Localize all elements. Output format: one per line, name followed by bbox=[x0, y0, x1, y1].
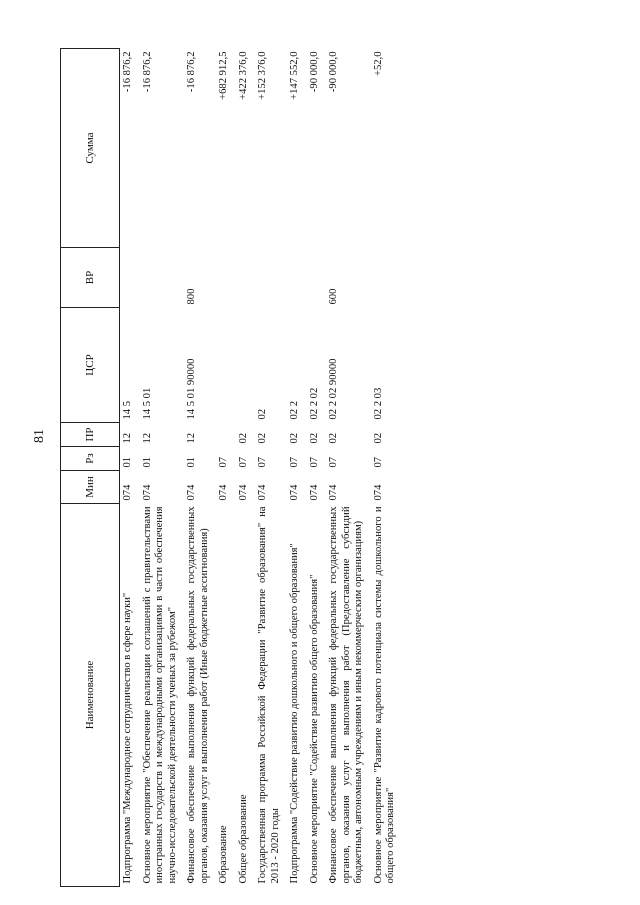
row-csr: 14 5 bbox=[122, 400, 133, 420]
row-rz: 07 bbox=[218, 456, 229, 468]
row-pr: 12 bbox=[141, 432, 153, 444]
table-row bbox=[120, 49, 140, 887]
row-rz: 01 bbox=[122, 456, 133, 468]
row-csr bbox=[216, 308, 236, 423]
row-vr bbox=[140, 248, 185, 308]
header-min: Мин bbox=[61, 471, 120, 504]
row-min: 074 bbox=[122, 484, 133, 501]
header-vr: ВР bbox=[61, 248, 120, 308]
row-pr: 02 bbox=[372, 432, 384, 444]
row-rz: 07 bbox=[308, 456, 320, 468]
row-min: 074 bbox=[237, 484, 249, 501]
page-number: 81 bbox=[32, 429, 47, 443]
row-name: Подпрограмма "Международное сотрудничество в сфере науки" bbox=[122, 592, 133, 884]
header-rz: Рз bbox=[61, 447, 120, 471]
row-vr bbox=[307, 248, 327, 308]
row-sum: -90 000,0 bbox=[328, 51, 339, 93]
row-vr: 600 bbox=[328, 288, 339, 305]
row-min: 074 bbox=[257, 484, 268, 501]
row-vr bbox=[216, 248, 236, 308]
row-sum: -16 876,2 bbox=[122, 51, 133, 93]
table-row bbox=[287, 49, 307, 887]
row-name: Основное мероприятие "Развитие кадрового потенциала системы дошкольного и общего образования" bbox=[372, 506, 396, 884]
row-csr: 02 2 02 bbox=[308, 387, 320, 420]
header-name: Наименование bbox=[61, 504, 120, 887]
row-sum: -90 000,0 bbox=[308, 51, 320, 93]
row-vr bbox=[255, 248, 287, 308]
row-vr bbox=[236, 248, 256, 308]
row-rz: 07 bbox=[289, 456, 300, 468]
header-sum: Сумма bbox=[61, 49, 120, 248]
row-csr bbox=[236, 308, 256, 423]
row-name: Основное мероприятие "Содействие развитию общего образования" bbox=[308, 574, 320, 884]
row-vr bbox=[287, 248, 307, 308]
table-row bbox=[371, 49, 403, 887]
table-row bbox=[140, 49, 185, 887]
row-min: 074 bbox=[289, 484, 300, 501]
row-min: 074 bbox=[372, 484, 384, 501]
row-rz: 07 bbox=[372, 456, 384, 468]
row-name: Финансовое обеспечение выполнения функций федеральных государственных органов, оказания услуг и выполнения работ (Предоставление субсидий бюджетным, автономным учреждениям и иным некоммерческим организациям) bbox=[328, 506, 364, 884]
header-pr: ПР bbox=[61, 423, 120, 447]
row-min: 074 bbox=[141, 484, 153, 501]
row-rz: 07 bbox=[328, 456, 339, 468]
table-row bbox=[326, 49, 371, 887]
row-csr: 02 2 03 bbox=[372, 387, 384, 420]
row-csr: 14 5 01 90000 bbox=[186, 358, 197, 420]
rotated-table-container bbox=[60, 49, 580, 887]
row-sum: +152 376,0 bbox=[257, 51, 268, 100]
row-rz: 01 bbox=[186, 456, 197, 468]
row-rz: 07 bbox=[257, 456, 268, 468]
row-pr: 02 bbox=[308, 432, 320, 444]
row-csr: 02 bbox=[257, 408, 268, 420]
header-csr: ЦСР bbox=[61, 308, 120, 423]
row-sum: +52,0 bbox=[372, 51, 384, 77]
row-sum: -16 876,2 bbox=[141, 51, 153, 93]
row-vr: 800 bbox=[186, 288, 197, 305]
table-row bbox=[307, 49, 327, 887]
row-min: 074 bbox=[308, 484, 320, 501]
row-pr: 02 bbox=[237, 432, 249, 444]
row-pr: 02 bbox=[328, 432, 339, 444]
row-name: Образование bbox=[218, 825, 229, 884]
row-rz: 01 bbox=[141, 456, 153, 468]
row-sum: -16 876,2 bbox=[186, 51, 197, 93]
row-name: Финансовое обеспечение выполнения функций федеральных государственных органов, оказания услуг и выполнения работ (Иные бюджетные ассигнования) bbox=[186, 506, 210, 884]
row-sum: +422 376,0 bbox=[237, 51, 249, 100]
row-pr: 02 bbox=[257, 432, 268, 444]
row-min: 074 bbox=[328, 484, 339, 501]
row-sum: +147 552,0 bbox=[289, 51, 300, 100]
row-vr bbox=[371, 248, 403, 308]
row-csr: 02 2 02 90000 bbox=[328, 358, 339, 420]
table-row bbox=[255, 49, 287, 887]
row-min: 074 bbox=[186, 484, 197, 501]
row-pr: 02 bbox=[289, 432, 300, 444]
table-row bbox=[216, 49, 236, 887]
table-row bbox=[184, 49, 216, 887]
row-vr bbox=[120, 248, 140, 308]
row-name: Подпрограмма "Содействие развитию дошкольного и общего образования" bbox=[289, 543, 300, 884]
row-sum: +682 912,5 bbox=[218, 51, 229, 100]
row-name: Общее образование bbox=[237, 794, 249, 884]
row-min: 074 bbox=[218, 484, 229, 501]
row-name: Основное мероприятие "Обеспечение реализации соглашений с правительствами иностранных государств и международными организациями в части обеспечения научно-исследовательской деятельности ученых за рубежом" bbox=[141, 506, 178, 884]
row-csr: 02 2 bbox=[289, 400, 300, 420]
row-csr: 14 5 01 bbox=[141, 387, 153, 420]
table-header-row bbox=[61, 49, 120, 887]
budget-table bbox=[60, 48, 403, 887]
table-row bbox=[236, 49, 256, 887]
row-name: Государственная программа Российской Федерации "Развитие образования" на 2013 - 2020 годы bbox=[257, 506, 281, 884]
row-pr bbox=[216, 423, 236, 447]
row-rz: 07 bbox=[237, 456, 249, 468]
row-pr: 12 bbox=[122, 432, 133, 444]
row-pr: 12 bbox=[186, 432, 197, 444]
